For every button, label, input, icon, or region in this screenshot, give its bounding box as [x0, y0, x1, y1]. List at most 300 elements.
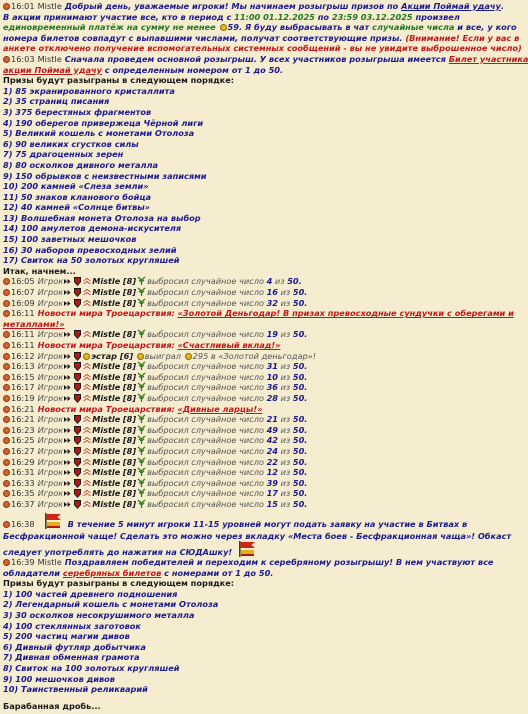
message-text: выбросил случайное число — [147, 276, 264, 287]
clan-shield-icon — [74, 373, 81, 382]
chat-line — [3, 631, 497, 642]
message-text: номера билетов совпадут с выпавшими числами, получат соответствующие призы. — [3, 32, 406, 43]
player-level: [8] — [122, 361, 137, 372]
message-text: единовременный платёж на сумму не менее — [3, 22, 219, 33]
medal-icon — [83, 353, 90, 360]
message-text: с номерами от 1 до 50. — [161, 567, 274, 578]
message-time: 16:29 — [11, 456, 35, 467]
chat-line — [3, 32, 520, 44]
message-text: . Я буду выбрасывать в чат — [238, 22, 373, 33]
rolled-number: 49 — [266, 424, 278, 435]
message-text: из — [280, 424, 291, 435]
warning-text: (Внимание! Если у вас в — [405, 32, 520, 43]
prize-item: 6) 90 великих сгустков силы — [3, 138, 139, 149]
ticket-link[interactable]: акции Поймай удачу — [3, 64, 102, 75]
message-text: произвел — [412, 11, 460, 22]
chat-line — [3, 96, 497, 107]
player-level: [8] — [122, 287, 137, 298]
player-name[interactable]: Mistle — [92, 445, 121, 456]
chat-line — [3, 266, 497, 277]
message-text: из — [280, 498, 291, 509]
max-number: 50. — [292, 371, 308, 382]
max-number: 50. — [292, 414, 308, 425]
coin-icon — [185, 353, 192, 360]
player-name[interactable]: Mistle — [92, 498, 121, 509]
message-text: Игрок — [37, 435, 64, 446]
rank-icon — [83, 415, 91, 422]
chat-line — [3, 287, 497, 298]
chat-line — [3, 414, 497, 425]
message-text: Игрок — [37, 445, 64, 456]
clan-shield-icon — [74, 489, 81, 498]
player-name[interactable]: Mistle — [92, 287, 121, 298]
chat-line — [3, 340, 497, 351]
arrow-icon — [64, 426, 72, 433]
message-text: В акции принимают участие все, кто в период с — [3, 11, 235, 22]
race-icon — [137, 394, 146, 402]
chat-line — [3, 467, 497, 478]
prize-item: 16) 30 наборов превосходных зелий — [3, 244, 177, 255]
chat-line — [3, 329, 497, 340]
news-label: Новости мира Троецарствия: — [37, 308, 175, 319]
rank-icon — [83, 394, 91, 401]
message-text: Игрок — [37, 350, 64, 361]
message-text: Игрок — [37, 371, 64, 382]
message-time: 16:01 — [11, 1, 35, 11]
prize-item: 8) 80 осколков дивного металла — [3, 159, 159, 170]
max-number: 50. — [292, 392, 308, 403]
battle-text: В течение 5 минут игроки 11-15 уровней могут подать заявку на участие в Битвах в — [67, 518, 468, 529]
arrow-icon — [64, 468, 72, 475]
chat-line — [3, 202, 497, 213]
rolled-number: 4 — [266, 276, 273, 287]
news-link[interactable]: «Счастливый вклад!» — [177, 340, 281, 350]
rolled-number: 36 — [266, 382, 278, 393]
message-bullet-icon — [3, 459, 10, 466]
payment-amount: 59 — [227, 22, 239, 33]
arrow-icon — [64, 458, 72, 465]
clan-shield-icon — [74, 362, 81, 371]
chat-line — [3, 160, 497, 171]
prize-item: 10) 200 камней «Слеза земли» — [3, 181, 149, 192]
message-text: из — [280, 392, 291, 403]
chat-line — [3, 213, 497, 224]
message-bullet-icon — [3, 501, 10, 508]
message-text: из — [274, 276, 285, 287]
max-number: 50. — [292, 382, 308, 393]
prize-item: 1) 85 экранированного кристаллита — [3, 85, 175, 96]
race-icon — [137, 373, 146, 381]
news-link[interactable]: «Дивные ларцы!» — [177, 403, 263, 414]
arrow-icon — [64, 479, 72, 486]
chat-line — [3, 568, 497, 579]
chat-line — [3, 75, 497, 86]
arrow-icon — [64, 500, 72, 507]
message-text: из — [280, 488, 291, 499]
rolled-number: 21 — [266, 414, 278, 425]
chat-line — [3, 578, 497, 589]
message-author[interactable]: Mistle — [37, 53, 62, 64]
race-icon — [137, 489, 146, 497]
message-text: выбросил случайное число — [147, 456, 264, 467]
max-number: 50. — [292, 488, 308, 499]
message-text: из — [280, 382, 291, 393]
prize-item: 11) 50 знаков кланового бойца — [3, 191, 151, 202]
chat-line — [3, 107, 497, 118]
chat-line — [3, 599, 497, 610]
player-name[interactable]: Mistle — [92, 371, 121, 382]
message-bullet-icon — [3, 278, 10, 285]
message-bullet-icon — [3, 427, 10, 434]
player-name[interactable]: Mistle — [92, 477, 121, 488]
message-text: выбросил случайное число — [147, 329, 264, 340]
player-name[interactable]: Mistle — [92, 382, 121, 393]
message-time: 16:35 — [11, 488, 35, 499]
max-number: 50. — [292, 477, 308, 488]
player-name[interactable]: Mistle — [92, 456, 121, 467]
arrow-icon — [64, 362, 72, 369]
player-level: [8] — [122, 488, 137, 499]
clan-shield-icon — [74, 394, 81, 403]
rank-icon — [83, 288, 91, 295]
prizes-title: Призы будут разыграны в следующем порядке: — [3, 75, 235, 86]
message-text: Сначала проведем основной розыгрыш. У всех участников розыгрыша имеется — [64, 53, 449, 64]
chat-line — [3, 319, 497, 330]
player-level: [8] — [122, 456, 137, 467]
player-level: [8] — [122, 498, 137, 509]
race-icon — [137, 362, 146, 370]
message-text: Игрок — [37, 287, 64, 298]
arrow-icon — [64, 299, 72, 306]
message-text: выбросил случайное число — [147, 435, 264, 446]
chat-line — [3, 435, 497, 446]
chat-line — [3, 610, 497, 621]
coin-icon — [137, 353, 144, 360]
message-time: 16:03 — [11, 53, 35, 64]
race-icon — [137, 436, 146, 444]
message-text: выбросил случайное число — [147, 361, 264, 372]
race-icon — [137, 426, 146, 434]
message-time: 16:13 — [11, 361, 35, 372]
message-time: 16:31 — [11, 467, 35, 478]
chat-line — [3, 308, 514, 319]
silver-ticket-link[interactable]: серебряных билетов — [62, 567, 162, 578]
prize-item: 7) Дивная обменная грамота — [3, 652, 140, 663]
prize-item: 3) 375 берестяных фрагментов — [3, 106, 152, 117]
chat-line — [3, 12, 497, 23]
promo-link[interactable]: Акции Поймай удачу — [401, 1, 501, 11]
rank-icon — [83, 362, 91, 369]
clan-shield-icon — [74, 330, 81, 339]
chat-line — [3, 53, 528, 65]
message-time: 16:07 — [11, 287, 35, 298]
chat-line — [3, 663, 497, 674]
message-text: Игрок — [37, 329, 64, 340]
max-number: 50. — [292, 467, 308, 478]
message-bullet-icon — [3, 3, 10, 10]
rolled-number: 31 — [266, 361, 278, 372]
rank-icon — [83, 373, 91, 380]
player-level: [8] — [122, 297, 137, 308]
arrow-icon — [64, 288, 72, 295]
clan-shield-icon — [74, 426, 81, 435]
chat-line — [3, 642, 497, 653]
prize-item: 7) 75 драгоценных зерен — [3, 149, 124, 160]
message-text: выбросил случайное число — [147, 297, 264, 308]
chat-line — [3, 255, 497, 266]
clan-shield-icon — [74, 479, 81, 488]
chat-line — [3, 446, 497, 457]
player-name[interactable]: Mistle — [92, 414, 121, 425]
message-text: . — [500, 1, 504, 11]
message-text: из — [280, 297, 291, 308]
news-link[interactable]: «Золотой Деньгодар! В призах превосходные сундучки с оберегами и — [177, 308, 514, 319]
message-text: Игрок — [37, 414, 64, 425]
rolled-number: 24 — [266, 445, 278, 456]
player-name[interactable]: Mistle — [92, 435, 121, 446]
message-text: случайные числа — [372, 22, 455, 33]
chat-line — [3, 118, 497, 129]
player-name[interactable]: Mistle — [92, 297, 121, 308]
arrow-icon — [64, 447, 72, 454]
rank-icon — [83, 277, 91, 284]
message-text: из — [280, 445, 291, 456]
message-bullet-icon — [3, 559, 10, 566]
chat-line — [3, 513, 497, 531]
player-level: [8] — [122, 414, 137, 425]
message-text: и все, у кого — [454, 22, 517, 33]
message-text: обладатели — [3, 567, 63, 578]
clan-shield-icon — [74, 447, 81, 456]
battle-text: Бесфракционной чаще! Сделать это можно через вкладку «Места боев - Бесфракционная чаща»! Обкаст — [3, 530, 512, 541]
prize-item: 4) 190 оберегов привержеца Чёрной лиги — [3, 117, 204, 128]
rolled-number: 28 — [266, 392, 278, 403]
rolled-number: 16 — [266, 287, 278, 298]
player-level: [8] — [122, 424, 137, 435]
rank-icon — [83, 468, 91, 475]
chat-line — [3, 701, 497, 712]
max-number: 50. — [292, 445, 308, 456]
clan-shield-icon — [74, 299, 81, 308]
player-name[interactable]: эстар [6] — [91, 350, 134, 361]
rolled-number: 15 — [266, 498, 278, 509]
rank-icon — [83, 426, 91, 433]
chat-line — [3, 361, 497, 372]
message-text: из — [280, 456, 291, 467]
clan-shield-icon — [74, 415, 81, 424]
rolled-number: 22 — [266, 456, 278, 467]
race-icon — [137, 458, 146, 466]
message-text: Игрок — [37, 276, 64, 287]
ticket-link[interactable]: Билет участника — [448, 53, 528, 64]
player-level: [8] — [122, 477, 137, 488]
clan-shield-icon — [74, 352, 81, 361]
prize-item: 5) Великий кошель с монетами Отолоза — [3, 128, 195, 139]
news-link[interactable]: металлами!» — [3, 318, 65, 329]
prizes-title: Призы будут разыграны в следующем порядке: — [3, 578, 235, 589]
chat-line — [3, 128, 497, 139]
message-text: Игрок — [37, 382, 64, 393]
max-number: 50. — [292, 456, 308, 467]
message-bullet-icon — [3, 56, 10, 63]
race-icon — [137, 330, 146, 338]
news-label: Новости мира Троецарствия: — [37, 340, 175, 350]
message-time: 16:09 — [11, 297, 35, 308]
message-text: выбросил случайное число — [147, 371, 264, 382]
message-bullet-icon — [3, 384, 10, 391]
message-time: 16:19 — [11, 392, 35, 403]
chat-line — [3, 298, 497, 309]
message-text: из — [280, 361, 291, 372]
rolled-number: 32 — [266, 297, 278, 308]
chat-line — [3, 425, 497, 436]
message-time: 16:27 — [11, 445, 35, 456]
race-icon — [137, 288, 146, 296]
prize-item: 10) Таинственный реликварий — [3, 684, 148, 695]
message-text: выбросил случайное число — [147, 467, 264, 478]
rolled-number: 12 — [266, 467, 278, 478]
join-battle-flag-icon[interactable] — [238, 541, 256, 557]
prize-item: 12) 40 камней «Солнце битвы» — [3, 202, 150, 213]
max-number: 50. — [292, 424, 308, 435]
message-time: 16:25 — [11, 435, 35, 446]
message-text: выбросил случайное число — [147, 382, 264, 393]
message-time: 16:17 — [11, 382, 35, 393]
message-text: Игрок — [37, 392, 64, 403]
prize-item: 1) 100 частей древнего подношения — [3, 588, 178, 599]
player-name[interactable]: Mistle — [92, 467, 121, 478]
chat-line — [3, 43, 522, 54]
chat-line — [3, 149, 497, 160]
rank-icon — [83, 500, 91, 507]
race-icon — [137, 383, 146, 391]
player-name[interactable]: Mistle — [92, 424, 121, 435]
message-bullet-icon — [3, 342, 10, 349]
message-author[interactable]: Mistle — [37, 1, 62, 11]
chat-line — [3, 393, 497, 404]
rolled-number: 19 — [266, 329, 278, 340]
message-bullet-icon — [3, 416, 10, 423]
player-level: [8] — [122, 329, 137, 340]
player-name[interactable]: Mistle — [92, 488, 121, 499]
player-name[interactable]: Mistle — [92, 361, 121, 372]
chat-line — [3, 171, 497, 182]
rank-icon — [83, 330, 91, 337]
prize-item: 9) 150 обрывков с неизвестными записями — [3, 170, 207, 181]
message-bullet-icon — [3, 363, 10, 370]
prize-item: 13) Волшебная монета Отолоза на выбор — [3, 212, 201, 223]
player-level: [8] — [122, 382, 137, 393]
period-start: 11:00 01.12.2025 — [234, 11, 315, 22]
player-level: [8] — [122, 445, 137, 456]
rank-icon — [83, 299, 91, 306]
message-bullet-icon — [3, 469, 10, 476]
message-time: 16:11 — [11, 308, 35, 319]
message-text: из — [280, 467, 291, 478]
message-text: в «Золотой деньгодар»! — [210, 350, 316, 361]
chat-line — [3, 530, 512, 542]
player-name[interactable]: Mistle — [92, 392, 121, 403]
player-name[interactable]: Mistle — [92, 276, 121, 287]
message-text: из — [280, 329, 291, 340]
message-text: выбросил случайное число — [147, 392, 264, 403]
chat-line — [3, 557, 497, 568]
player-level: [8] — [122, 276, 137, 287]
player-name[interactable]: Mistle — [92, 329, 121, 340]
prize-item: 14) 100 амулетов демона-искусителя — [3, 223, 182, 234]
message-text: выбросил случайное число — [147, 445, 264, 456]
message-text: из — [280, 371, 291, 382]
win-amount: 295 — [192, 350, 209, 361]
message-text: выиграл — [144, 350, 182, 361]
arrow-icon — [64, 415, 72, 422]
race-icon — [137, 468, 146, 476]
chat-line — [3, 245, 497, 256]
arrow-icon — [64, 330, 72, 337]
message-bullet-icon — [3, 289, 10, 296]
battle-flag-icon — [44, 513, 62, 529]
max-number: 50. — [292, 498, 308, 509]
message-text: Барабанная дробь... — [3, 700, 101, 711]
message-text: Игрок — [37, 477, 64, 488]
message-bullet-icon — [3, 353, 10, 360]
max-number: 50. — [292, 287, 308, 298]
arrow-icon — [64, 489, 72, 496]
message-text: Игрок — [37, 456, 64, 467]
prize-item: 2) Легендарный кошель с монетами Отолоза — [3, 599, 219, 610]
chat-line — [3, 86, 497, 97]
chat-line — [3, 192, 497, 203]
prize-item: 4) 100 стеклянных заготовок — [3, 620, 141, 631]
message-time: 16:37 — [11, 498, 35, 509]
arrow-icon — [64, 394, 72, 401]
message-bullet-icon — [3, 310, 10, 317]
chat-line — [3, 541, 497, 557]
max-number: 50. — [292, 435, 308, 446]
message-text: Игрок — [37, 297, 64, 308]
chat-line — [3, 223, 497, 234]
message-text: выбросил случайное число — [147, 488, 264, 499]
rank-icon — [83, 436, 91, 443]
message-text: выбросил случайное число — [147, 498, 264, 509]
max-number: 50. — [292, 297, 308, 308]
clan-shield-icon — [74, 500, 81, 509]
chat-line — [3, 1, 504, 12]
chat-line — [3, 351, 497, 362]
warning-text: анкете отключено получение вспомогательных системных сообщений - вы не увидите выброшенное число) — [3, 43, 522, 54]
message-text: выбросил случайное число — [147, 424, 264, 435]
rank-icon — [83, 447, 91, 454]
message-text: Добрый день, уважаемые игроки! Мы начинаем розыгрыш призов по — [64, 1, 402, 11]
rank-icon — [83, 479, 91, 486]
max-number: 50. — [287, 276, 302, 287]
player-level: [8] — [122, 467, 137, 478]
message-author[interactable]: Mistle — [37, 557, 62, 568]
message-time: 16:39 — [11, 557, 35, 568]
chat-line — [3, 457, 497, 468]
clan-shield-icon — [74, 277, 81, 286]
chat-line — [3, 234, 497, 245]
chat-line — [3, 684, 497, 695]
chat-line — [3, 22, 517, 33]
chat-line — [3, 621, 497, 632]
period-end: 23:59 03.12.2025 — [331, 11, 413, 22]
race-icon — [137, 299, 146, 307]
message-text: Итак, начнем... — [3, 265, 76, 276]
rank-icon — [83, 383, 91, 390]
message-text: с определенным номером от 1 до 50. — [101, 64, 284, 75]
message-time: 16:05 — [11, 276, 35, 287]
